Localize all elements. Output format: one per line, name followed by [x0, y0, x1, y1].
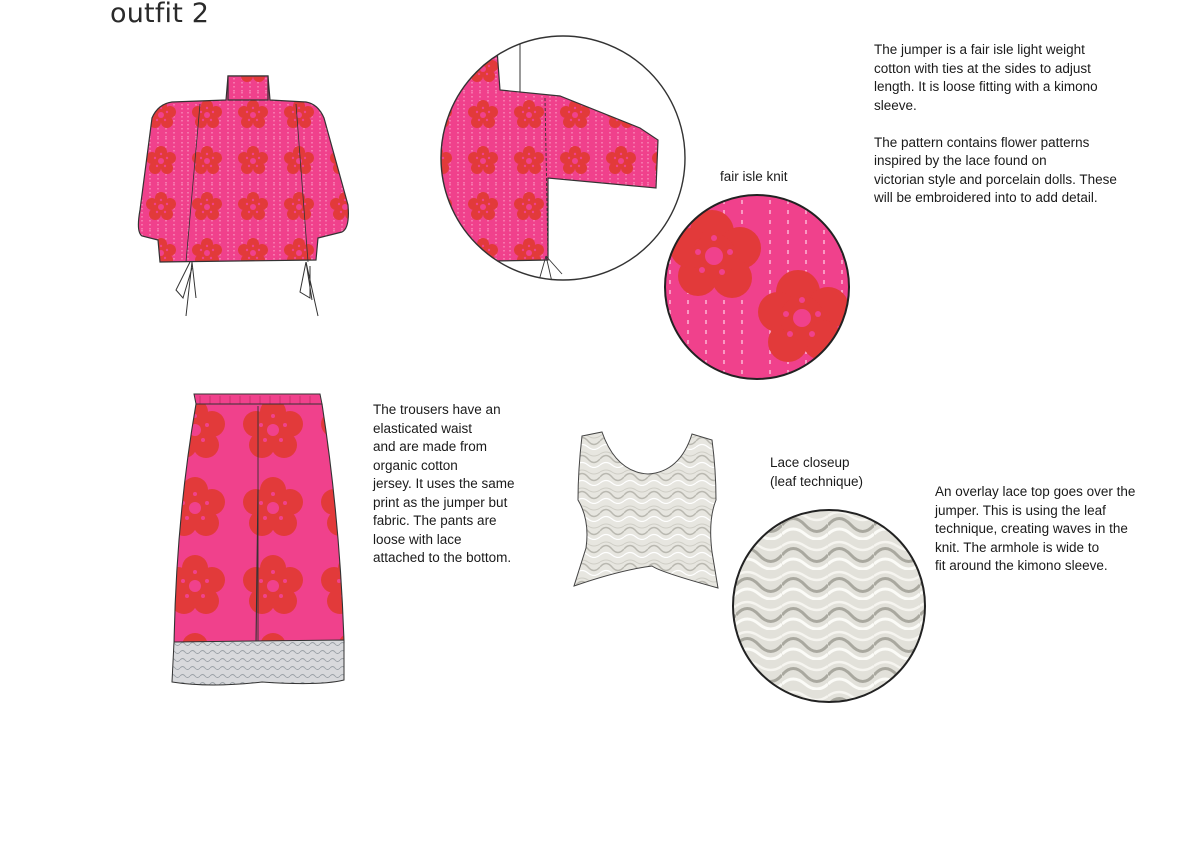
text-line: technique, creating waves in the: [935, 521, 1128, 536]
text-line: print as the jumper but: [373, 494, 508, 510]
text-line: length. It is loose fitting with a kimono: [874, 79, 1098, 94]
text-line: and are made from: [373, 439, 488, 454]
trousers-description: [373, 401, 515, 568]
text-line: The trousers have an: [373, 402, 501, 417]
text-line: inspired by the lace found on: [874, 153, 1047, 168]
text-line: An overlay lace top goes over the: [935, 484, 1136, 499]
text-line: sleeve.: [874, 97, 917, 113]
text-line: jumper. This is using the leaf: [935, 502, 1106, 518]
text-line: (leaf technique): [770, 473, 864, 489]
fair-isle-closeup: [660, 190, 860, 390]
page-title: outfit 2: [110, 0, 210, 29]
lace-caption: [770, 454, 863, 491]
text-line: attached to the bottom.: [373, 550, 512, 565]
text-line: knit. The armhole is wide to: [935, 539, 1100, 555]
text-line: Lace closeup: [770, 455, 850, 470]
text-line: loose with lace: [373, 531, 462, 547]
lace-closeup: [728, 506, 932, 710]
jumper-detail-circle: [440, 36, 690, 286]
paragraph-gap: [874, 115, 1117, 134]
text-line: elasticated waist: [373, 420, 473, 436]
lace-description: [935, 483, 1135, 576]
text-line: will be embroidered into to add detail.: [874, 190, 1098, 205]
text-line: The pattern contains flower patterns: [874, 134, 1090, 150]
text-line: victorian style and porcelain dolls. These: [874, 171, 1117, 187]
text-line: fit around the kimono sleeve.: [935, 558, 1108, 573]
text-line: cotton with ties at the sides to adjust: [874, 60, 1091, 76]
jumper-sketch: [138, 76, 348, 316]
text-line: organic cotton: [373, 457, 458, 473]
text-line: The jumper is a fair isle light weight: [874, 42, 1085, 57]
trousers-sketch: [172, 394, 344, 685]
fair-isle-caption: fair isle knit: [720, 169, 788, 184]
jumper-description: [874, 41, 1117, 208]
text-line: jersey. It uses the same: [373, 476, 515, 491]
text-line: fabric. The pants are: [373, 513, 497, 528]
lace-top-sketch: [574, 432, 718, 588]
